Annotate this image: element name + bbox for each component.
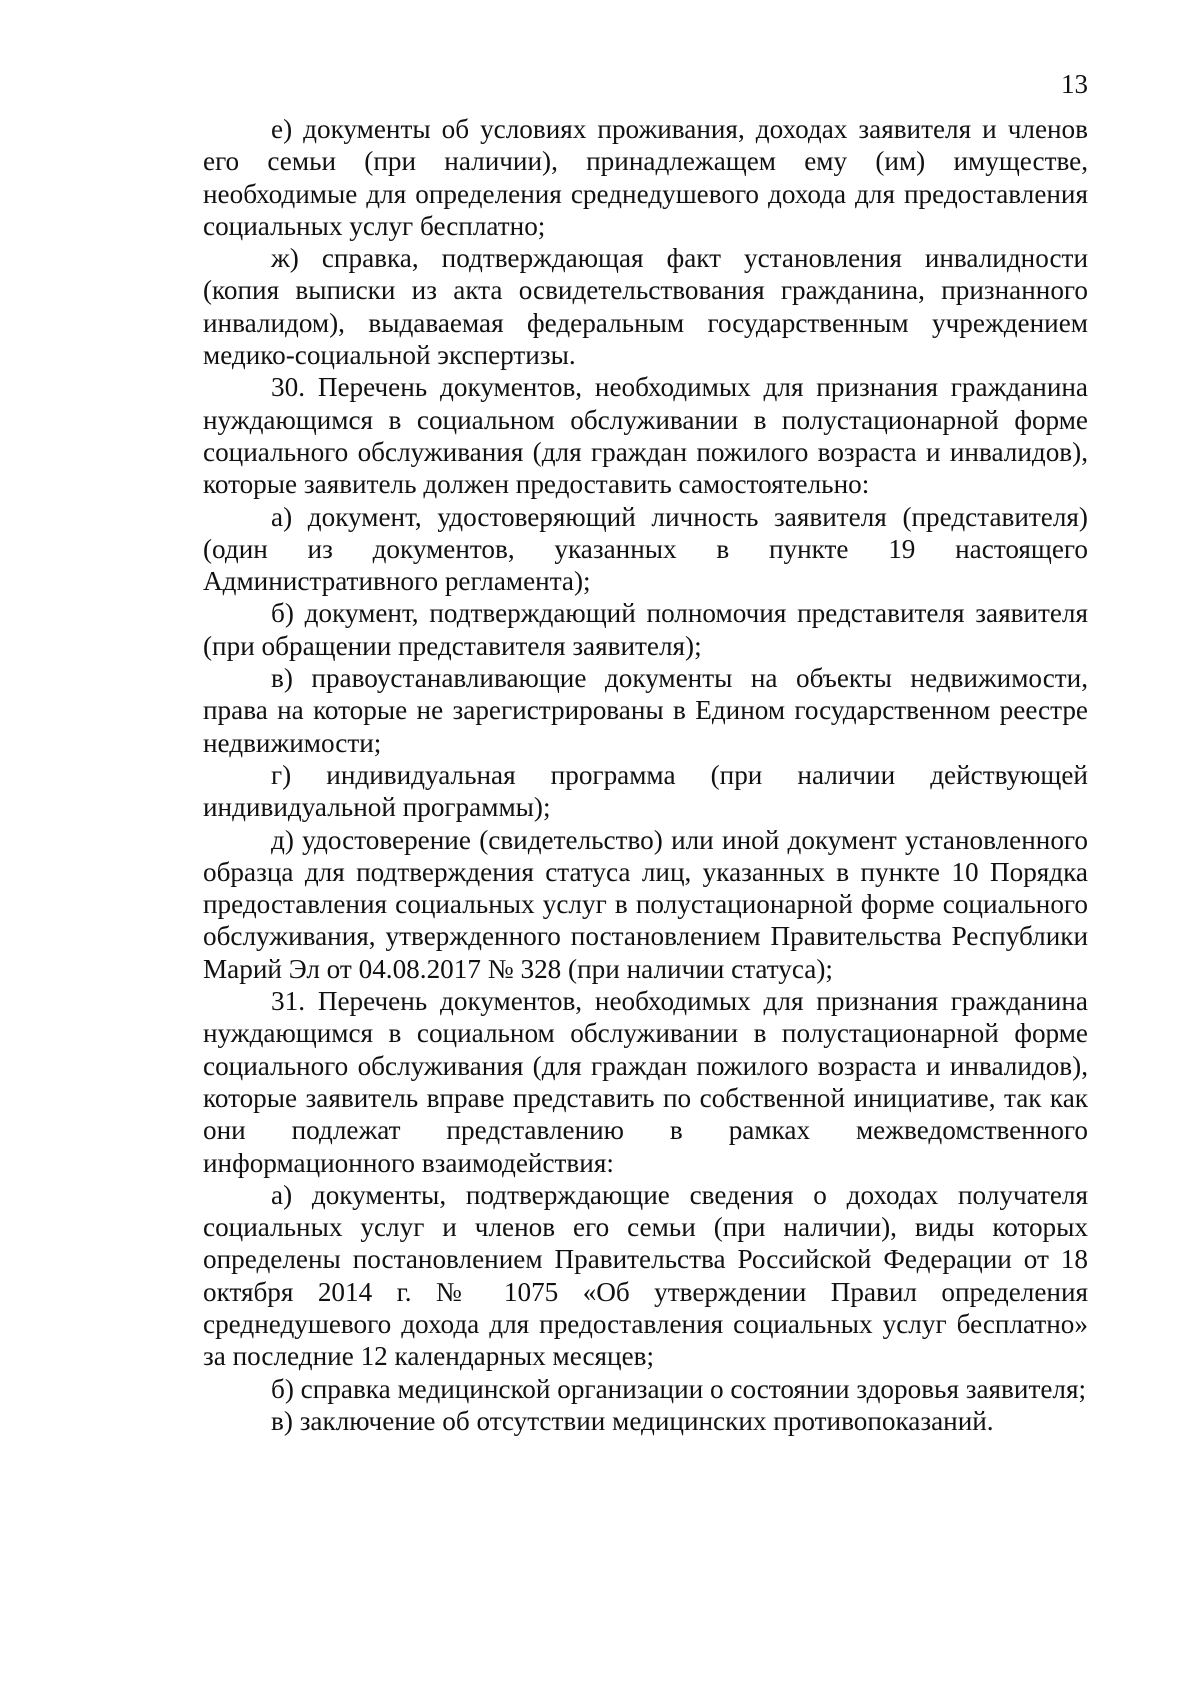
paragraph-clause-31-item-v: в) заключение об отсутствии медицинских противопоказаний. [271, 1405, 994, 1436]
paragraph-clause-30: 30. Перечень документов, необходимых для признания гражданина нуждающимся в социальном обслуживании в полустационарной форме социального обслуживания (для граждан пожилого возраста и инвалидов), которые заявитель должен предоставить самостоятельно: [203, 372, 1088, 500]
page-number: 13 [1061, 69, 1088, 99]
paragraph-clause-31-item-a: а) документы, подтверждающие сведения о доходах получателя социальных услуг и членов его семьи (при наличии), виды которых определены постановлением Правительства Российской Федерации от 18 октября 2014 г. № 1075 «Об утверждении Правил определения среднедушевого дохода для предоставления социальных услуг бесплатно» за последние 12 календарных месяцев; [203, 1179, 1088, 1372]
paragraph-item-e: е) документы об условиях проживания, доходах заявителя и членов его семьи (при наличии), принадлежащем ему (им) имуществе, необходимые для определения среднедушевого дохода для предоставления социальных услуг бесплатно; [203, 114, 1088, 241]
paragraph-clause-31: 31. Перечень документов, необходимых для признания гражданина нуждающимся в социальном обслуживании в полустационарной форме социального обслуживания (для граждан пожилого возраста и инвалидов), которые заявитель вправе представить по собственной инициативе, так как они подлежат представлению в рамках межведомственного информационного взаимодействия: [203, 986, 1088, 1178]
paragraph-clause-30-item-v: в) правоустанавливающие документы на объекты недвижимости, права на которые не зарегистрированы в Едином государственном реестре недвижимости; [203, 663, 1088, 758]
paragraph-item-zh: ж) справка, подтверждающая факт установления инвалидности (копия выписки из акта освидетельствования гражданина, признанного инвалидом), выдаваемая федеральным государственным учреждением медико-социальной экспертизы. [203, 243, 1088, 371]
document-body [203, 113, 1088, 1437]
paragraph-clause-30-item-d: д) удостоверение (свидетельство) или иной документ установленного образца для подтверждения статуса лиц, указанных в пункте 10 Порядка предоставления социальных услуг в полустационарной форме социального обслуживания, утвержденного постановлением Правительства Республики Марий Эл от 04.08.2017 № 328 (при наличии статуса); [203, 824, 1088, 984]
paragraph-clause-31-item-b: б) справка медицинской организации о состоянии здоровья заявителя; [271, 1373, 1087, 1404]
paragraph-clause-30-item-g: г) индивидуальная программа (при наличии действующей индивидуальной программы); [203, 759, 1088, 823]
paragraph-clause-30-item-b: б) документ, подтверждающий полномочия представителя заявителя (при обращении представителя заявителя); [203, 598, 1088, 661]
paragraph-clause-30-item-a: а) документ, удостоверяющий личность заявителя (представителя) (один из документов, указанных в пункте 19 настоящего Административного регламента); [203, 501, 1088, 597]
